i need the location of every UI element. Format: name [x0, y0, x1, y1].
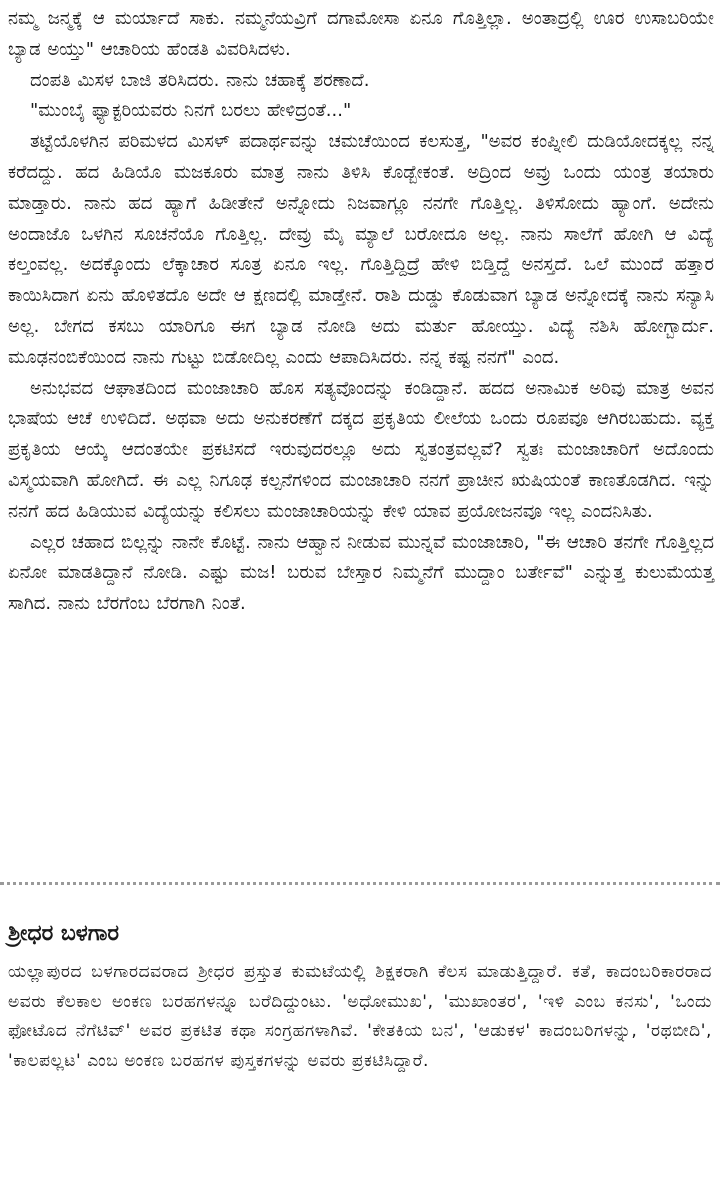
- story-paragraph-4: ತಟ್ಟೆಯೊಳಗಿನ ಪರಿಮಳದ ಮಿಸಳ್ ಪದಾರ್ಥವನ್ನು ಚಮಚೆಯಿಂದ ಕಲಸುತ್ತ, "ಅವರ ಕಂಪ್ನೀಲಿ ದುಡಿಯೋದಕ್ಕಲ್ಲ ನನ್ನ ಕರೆದದ್ದು. ಹದ ಹಿಡಿಯೊ ಮಜಕೂರು ಮಾತ್ರ ನಾನು ತಿಳಿಸಿ ಕೊಡ್ಬೇಕಂತೆ. ಅದ್ರಿಂದ ಅವ್ರು ಒಂದು ಯಂತ್ರ ತಯಾರು ಮಾಡ್ತಾರು. ನಾನು ಹದ ಹ್ಯಾಗೆ ಹಿಡೀತೇನೆ ಅನ್ನೋದು ನಿಜವಾಗ್ಲೂ ನನಗೇ ಗೊತ್ತಿಲ್ಲ. ತಿಳಿಸೋದು ಹ್ಯಾಂಗೆ. ಅದೇನು ಅಂದಾಜೊ ಒಳಗಿನ ಸೂಚನೆಯೊ ಗೊತ್ತಿಲ್ಲ. ದೇವ್ರು ಮೈ ಮ್ಯಾಲೆ ಬರೋದೂ ಅಲ್ಲ. ನಾನು ಸಾಲೆಗೆ ಹೋಗಿ ಆ ವಿದ್ಯೆ ಕಲ್ತಂವಲ್ಲ. ಅದಕ್ಕೊಂದು ಲೆಕ್ಕಾಚಾರ ಸೂತ್ರ ಏನೂ ಇಲ್ಲ. ಗೊತ್ತಿದ್ದಿದ್ರೆ ಹೇಳಿ ಬಿಡ್ತಿದ್ದೆ ಅನಸ್ತದೆ. ಒಲೆ ಮುಂದೆ ಹತ್ತಾರ ಕಾಯಿಸಿದಾಗ ಏನು ಹೊಳಿತದೊ ಅದೇ ಆ ಕ್ಷಣದಲ್ಲಿ ಮಾಡ್ತೇನೆ. ರಾಶಿ ದುಡ್ಡು ಕೊಡುವಾಗ ಬ್ಯಾಡ ಅನ್ನೋದಕ್ಕೆ ನಾನು ಸನ್ಯಾಸಿ ಅಲ್ಲ. ಬೇಗದ ಕಸಬು ಯಾರಿಗೂ ಈಗ ಬ್ಯಾಡ ನೋಡಿ ಅದು ಮರ್ತು ಹೋಯ್ತು. ವಿದ್ಯೆ ನಶಿಸಿ ಹೋಗ್ಬಾರ್ದು. ಮೂಢನಂಬಿಕೆಯಿಂದ ನಾನು ಗುಟ್ಟು ಬಿಡೋದಿಲ್ಲ ಎಂದು ಆಪಾದಿಸಿದರು. ನನ್ನ ಕಷ್ಟ ನನಗೆ" ಎಂದ.: [8, 131, 714, 368]
- story-paragraph-1: ನಮ್ಮ ಜನ್ಮಕ್ಕೆ ಆ ಮರ್ಯಾದೆ ಸಾಕು. ನಮ್ಮನೆಯವ್ರಿಗೆ ದಗಾಮೋಸಾ ಏನೂ ಗೊತ್ತಿಲ್ಲಾ. ಅಂತಾದ್ರಲ್ಲಿ ಊರ ಉಸಾಬರಿಯೇ ಬ್ಯಾಡ ಅಯ್ತು" ಆಚಾರಿಯ ಹೆಂಡತಿ ವಿವರಿಸಿದಳು.: [8, 8, 714, 60]
- author-bio: [0, 918, 720, 1076]
- story-paragraph-6: ಎಲ್ಲರ ಚಹಾದ ಬಿಲ್ಲನ್ನು ನಾನೇ ಕೊಟ್ಟೆ. ನಾನು ಆಹ್ವಾನ ನೀಡುವ ಮುನ್ನವೆ ಮಂಜಾಚಾರಿ, "ಈ ಆಚಾರಿ ತನಗೇ ಗೊತ್ತಿಲ್ಲದ ಏನೋ ಮಾಡತಿದ್ದಾನೆ ನೋಡಿ. ಎಷ್ಟು ಮಜ! ಬರುವ ಬೇಸ್ತಾರ ನಿಮ್ಮನೆಗೆ ಮುದ್ದಾಂ ಬರ್ತೇವೆ" ಎನ್ನುತ್ತ ಕುಲುಮೆಯತ್ತ ಸಾಗಿದ. ನಾನು ಬೆರಗೆಂಬ ಬೆರಗಾಗಿ ನಿಂತೆ.: [8, 531, 714, 615]
- author-bio-text: ಯಲ್ಲಾಪುರದ ಬಳಗಾರದವರಾದ ಶ್ರೀಧರ ಪ್ರಸ್ತುತ ಕುಮಟೆಯಲ್ಲಿ ಶಿಕ್ಷಕರಾಗಿ ಕೆಲಸ ಮಾಡುತ್ತಿದ್ದಾರೆ. ಕತೆ, ಕಾದಂಬರಿಕಾರರಾದ ಅವರು ಕೆಲಕಾಲ ಅಂಕಣ ಬರಹಗಳನ್ನೂ ಬರೆದಿದ್ದುಂಟು. 'ಅಧೋಮುಖ', 'ಮುಖಾಂತರ', 'ಇಳಿ ಎಂಬ ಕನಸು', 'ಒಂದು ಫೋಟೊದ ನೆಗೆಟಿವ್' ಅವರ ಪ್ರಕಟಿತ ಕಥಾ ಸಂಗ್ರಹಗಳಾಗಿವೆ. 'ಕೇತಕಿಯ ಬನ', 'ಆಡುಕಳ' ಕಾದಂಬರಿಗಳನ್ನು, 'ರಥಬೀದಿ', 'ಕಾಲಪಲ್ಲಟ' ಎಂಬ ಅಂಕಣ ಬರಹಗಳ ಪುಸ್ತಕಗಳನ್ನು ಅವರು ಪ್ರಕಟಿಸಿದ್ದಾರೆ.: [8, 962, 712, 1071]
- section-divider: [0, 882, 720, 885]
- story-paragraph-2: ದಂಪತಿ ಮಿಸಳ ಬಾಜಿ ತರಿಸಿದರು. ನಾನು ಚಹಾಕ್ಕೆ ಶರಣಾದೆ.: [30, 69, 370, 91]
- author-name-heading: ಶ್ರೀಧರ ಬಳಗಾರ: [8, 921, 120, 946]
- story-paragraph-3: "ಮುಂಬೈ ಫ್ಯಾಕ್ಟರಿಯವರು ನಿನಗೆ ಬರಲು ಹೇಳಿದ್ರಂತೆ...": [30, 100, 352, 122]
- story-paragraph-5: ಅನುಭವದ ಆಘಾತದಿಂದ ಮಂಜಾಚಾರಿ ಹೊಸ ಸತ್ಯವೊಂದನ್ನು ಕಂಡಿದ್ದಾನೆ. ಹದದ ಅನಾಮಿಕ ಅರಿವು ಮಾತ್ರ ಅವನ ಭಾಷೆಯ ಆಚೆ ಉಳಿದಿದೆ. ಅಥವಾ ಅದು ಅನುಕರಣೆಗೆ ದಕ್ಕದ ಪ್ರಕೃತಿಯ ಲೀಲೆಯ ಒಂದು ರೂಪವೂ ಆಗಿರಬಹುದು. ವ್ಯಕ್ತ ಪ್ರಕೃತಿಯ ಆಯ್ಕೆ ಆದಂತಯೇ ಪ್ರಕಟಿಸದೆ ಇರುವುದರಲ್ಲೂ ಅದು ಸ್ವತಂತ್ರವಲ್ಲವೆ? ಸ್ವತಃ ಮಂಜಾಚಾರಿಗೆ ಅದೊಂದು ವಿಸ್ಮಯವಾಗಿ ಹೋಗಿದೆ. ಈ ಎಲ್ಲ ನಿಗೂಢ ಕಲ್ಪನೆಗಳಿಂದ ಮಂಜಾಚಾರಿ ನನಗೆ ಪ್ರಾಚೀನ ಋಷಿಯಂತೆ ಕಾಣತೊಡಗಿದ. ಇನ್ನು ನನಗೆ ಹದ ಹಿಡಿಯುವ ವಿದ್ಯೆಯನ್ನು ಕಲಿಸಲು ಮಂಜಾಚಾರಿಯನ್ನು ಕೇಳಿ ಯಾವ ಪ್ರಯೋಜನವೂ ಇಲ್ಲ ಎಂದನಿಸಿತು.: [8, 377, 714, 522]
